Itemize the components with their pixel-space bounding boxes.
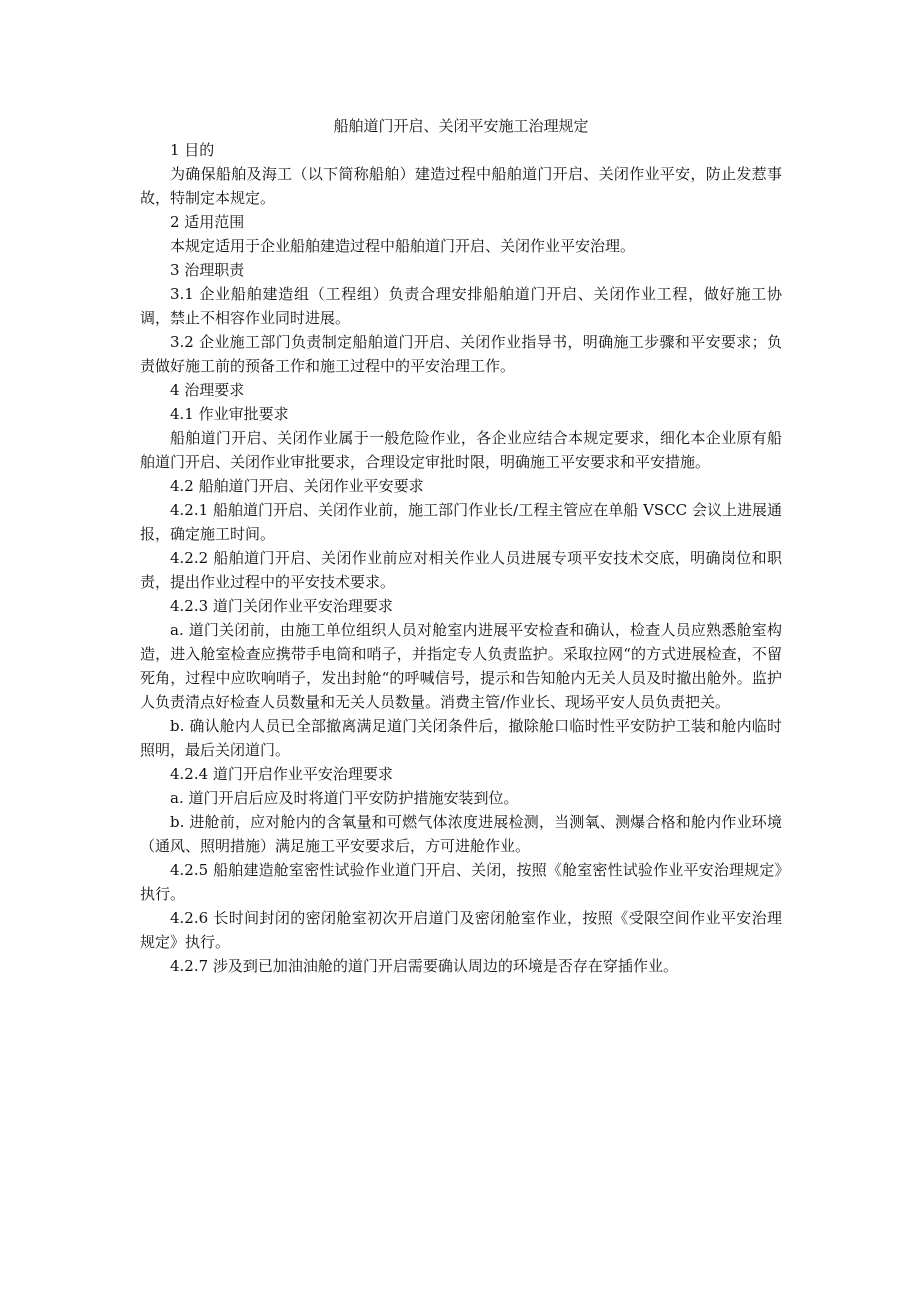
subsection-heading-4-2-3: 4.2.3 道门关闭作业平安治理要求: [170, 597, 393, 615]
section-heading-responsibilities: 3 治理职责: [170, 261, 245, 279]
paragraph-3-1: 3.1 企业船舶建造组（工程组）负责合理安排船舶道门开启、关闭作业工程，做好施工协调，禁止不相容作业同时进展。: [140, 285, 782, 327]
paragraph-4-2-6: 4.2.6 长时间封闭的密闭舱室初次开启道门及密闭舱室作业，按照《受限空间作业平安治理规定》执行。: [140, 909, 782, 951]
paragraph-3-2: 3.2 企业施工部门负责制定船舶道门开启、关闭作业指导书，明确施工步骤和平安要求；负责做好施工前的预备工作和施工过程中的平安治理工作。: [140, 333, 782, 375]
section-heading-scope: 2 适用范围: [170, 213, 245, 231]
document-page: [140, 114, 782, 978]
paragraph-4-2-3-a: a. 道门关闭前，由施工单位组织人员对舱室内进展平安检查和确认，检查人员应熟悉舱室构造，进入舱室检查应携带手电筒和哨子，并指定专人负责监护。采取拉网“的方式进展检查，不留死角，过程中应吹响哨子，发出封舱“的呼喊信号，提示和告知舱内无关人员及时撤出舱外。监护人负责清点好检查人员数量和无关人员数量。消费主管/作业长、现场平安人员负责把关。: [140, 621, 782, 711]
subsection-heading-4-2: 4.2 船舶道门开启、关闭作业平安要求: [170, 477, 424, 495]
paragraph-4-2-1: 4.2.1 船舶道门开启、关闭作业前，施工部门作业长/工程主管应在单船 VSCC 会议上进展通报，确定施工时间。: [140, 501, 782, 543]
section-heading-purpose: 1 目的: [170, 141, 215, 159]
section-heading-requirements: 4 治理要求: [170, 381, 245, 399]
paragraph-4-2-4-b: b. 进舱前，应对舱内的含氧量和可燃气体浓度进展检测，当测氧、测爆合格和舱内作业环境（通风、照明措施）满足施工平安要求后，方可进舱作业。: [140, 813, 782, 855]
paragraph-4-1: 船舶道门开启、关闭作业属于一般危险作业，各企业应结合本规定要求，细化本企业原有船舶道门开启、关闭作业审批要求，合理设定审批时限，明确施工平安要求和平安措施。: [140, 429, 782, 471]
paragraph-4-2-2: 4.2.2 船舶道门开启、关闭作业前应对相关作业人员进展专项平安技术交底，明确岗位和职责，提出作业过程中的平安技术要求。: [140, 549, 782, 591]
paragraph-4-2-4-a: a. 道门开启后应及时将道门平安防护措施安装到位。: [170, 789, 519, 807]
paragraph-4-2-5: 4.2.5 船舶建造舱室密性试验作业道门开启、关闭，按照《舱室密性试验作业平安治理规定》执行。: [140, 861, 782, 903]
paragraph-scope: 本规定适用于企业船舶建造过程中船舶道门开启、关闭作业平安治理。: [170, 237, 636, 255]
paragraph-purpose: 为确保船舶及海工（以下简称船舶）建造过程中船舶道门开启、关闭作业平安，防止发惹事故，特制定本规定。: [140, 165, 782, 207]
subsection-heading-4-1: 4.1 作业审批要求: [170, 405, 289, 423]
subsection-heading-4-2-4: 4.2.4 道门开启作业平安治理要求: [170, 765, 393, 783]
document-title: 船舶道门开启、关闭平安施工治理规定: [333, 117, 589, 135]
paragraph-4-2-7: 4.2.7 涉及到已加油油舱的道门开启需要确认周边的环境是否存在穿插作业。: [170, 957, 678, 975]
paragraph-4-2-3-b: b. 确认舱内人员已全部撤离满足道门关闭条件后，撤除舱口临时性平安防护工装和舱内临时照明，最后关闭道门。: [140, 717, 782, 759]
